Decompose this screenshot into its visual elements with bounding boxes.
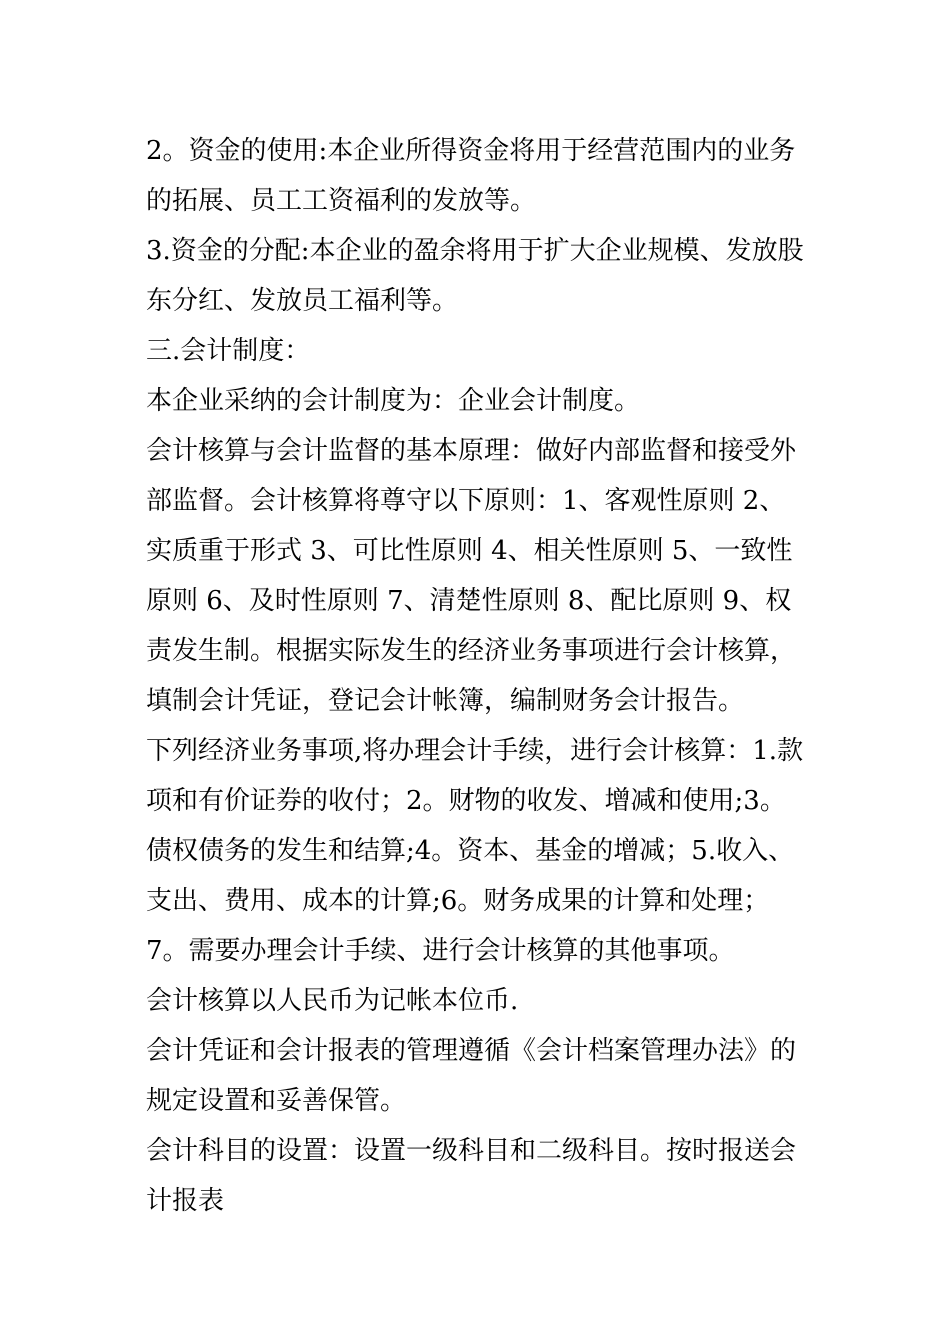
document-page — [146, 126, 810, 1226]
paragraph-currency: 会计核算以人民币为记帐本位币. — [146, 986, 519, 1016]
paragraph-fund-distribution: 3.资金的分配:本企业的盈余将用于扩大企业规模、发放股东分红、发放员工福利等。 — [146, 236, 804, 316]
paragraph-fund-usage: 2。资金的使用:本企业所得资金将用于经营范围内的业务的拓展、员工工资福利的发放等。 — [146, 136, 796, 216]
paragraph-adopted-system: 本企业采纳的会计制度为：企业会计制度。 — [146, 386, 641, 416]
section-heading-accounting-system: 三.会计制度： — [146, 336, 311, 366]
paragraph-archive-management: 会计凭证和会计报表的管理遵循《会计档案管理办法》的规定设置和妥善保管。 — [146, 1036, 797, 1116]
paragraph-account-subjects: 会计科目的设置：设置一级科目和二级科目。按时报送会计报表 — [146, 1136, 797, 1216]
paragraph-accounting-principles: 会计核算与会计监督的基本原理：做好内部监督和接受外部监督。会计核算将尊守以下原则：1、客观性原则 2、实质重于形式 3、可比性原则 4、相关性原则 5、一致性原则 6、及时性原则 7、清楚性原则 8、配比原则 9、权责发生制。根据实际发生的经济业务事项进行会计核算，填制会计凭证，登记会计帐簿，编制财务会计报告。 — [146, 436, 797, 716]
paragraph-business-items: 下列经济业务事项,将办理会计手续，进行会计核算：1.款项和有价证券的收付；2。财物的收发、增减和使用;3。债权债务的发生和结算;4。资本、基金的增减；5.收入、支出、费用、成本的计算;6。财务成果的计算和处理；7。需要办理会计手续、进行会计核算的其他事项。 — [146, 736, 804, 966]
